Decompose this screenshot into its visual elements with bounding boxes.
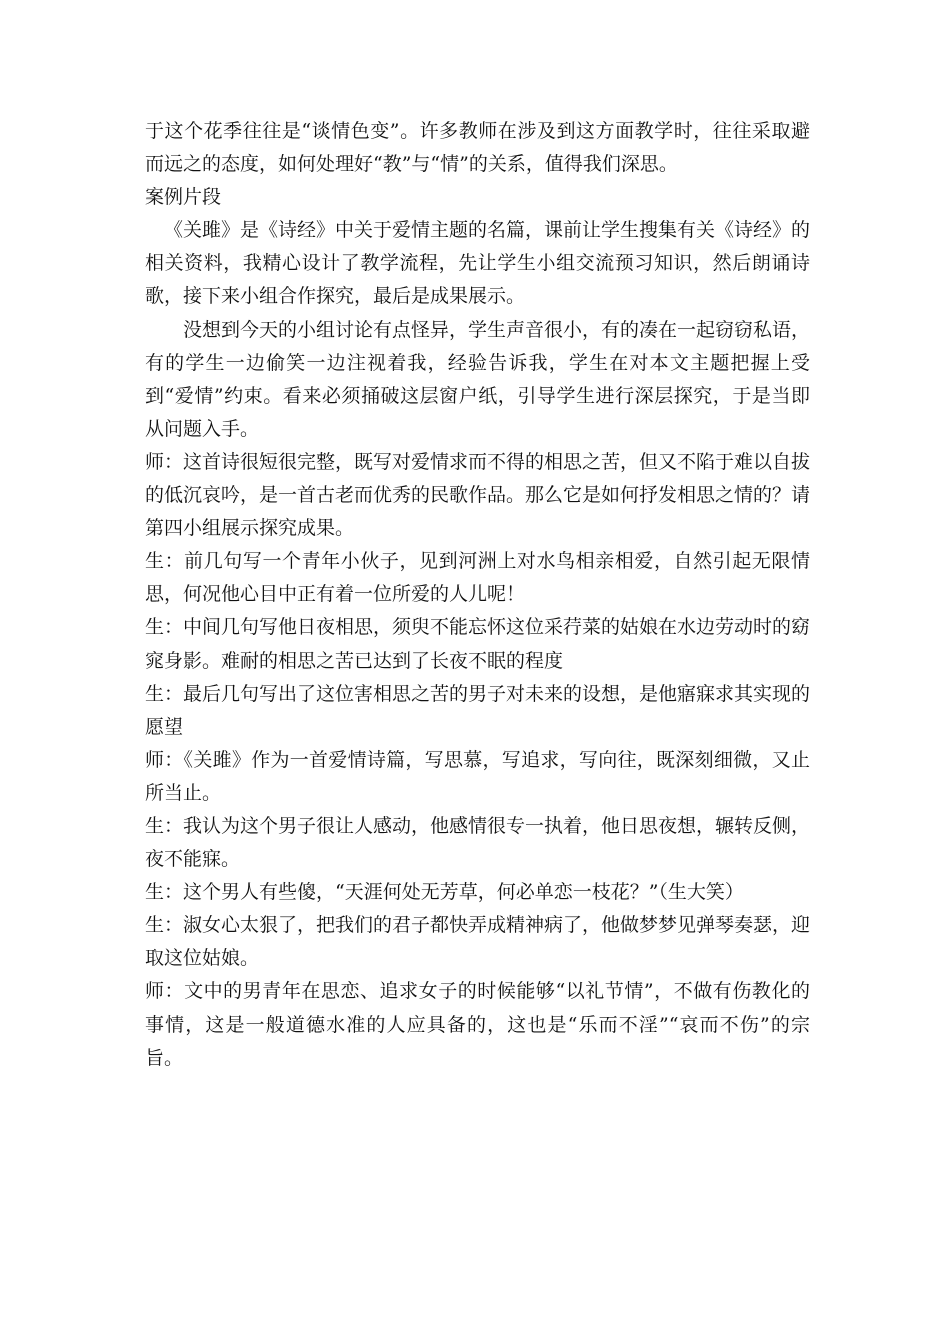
paragraph-case-intro: 《关雎》是《诗经》中关于爱情主题的名篇，课前让学生搜集有关《诗经》的相关资料，我精心设计了教学流程，先让学生小组交流预习知识，然后朗诵诗歌，接下来小组合作探究，最后是成果展示。 bbox=[145, 219, 811, 308]
section-heading-case-fragment: 案例片段 bbox=[145, 186, 222, 209]
dialogue-student-2: 生：中间几句写他日夜相思，须臾不能忘怀这位采荇菜的姑娘在水边劳动时的窈窕身影。难耐的相思之苦已达到了长夜不眠的程度 bbox=[145, 616, 811, 672]
dialogue-teacher-2: 师：《关雎》作为一首爱情诗篇，写思慕，写追求，写向往，既深刻细微，又止所当止。 bbox=[145, 748, 810, 804]
dialogue-student-4: 生：我认为这个男子很让人感动，他感情很专一执着，他日思夜想，辗转反侧，夜不能寐。 bbox=[145, 814, 811, 871]
dialogue-teacher-1: 师：这首诗很短很完整，既写对爱情求而不得的相思之苦，但又不陷于难以自拔的低沉哀吟，是一首古老而优秀的民歌作品。那么它是如何抒发相思之情的？请第四小组展示探究成果。 bbox=[145, 450, 811, 540]
paragraph-discussion: 没想到今天的小组讨论有点怪异，学生声音很小，有的凑在一起窃窃私语，有的学生一边偷笑一边注视着我，经验告诉我，学生在对本文主题把握上受到“爱情”约束。看来必须捅破这层窗户纸，引导学生进行深层探究，于是当即从问题入手。 bbox=[145, 318, 811, 440]
paragraph-continuation: 于这个花季往往是“谈情色变”。许多教师在涉及到这方面教学时，往往采取避而远之的态度，如何处理好“教”与“情”的关系，值得我们深思。 bbox=[145, 120, 810, 176]
dialogue-teacher-3: 师：文中的男青年在思恋、追求女子的时候能够“以礼节情”，不做有伤教化的事情，这是一般道德水准的人应具备的，这也是“乐而不淫”“哀而不伤”的宗旨。 bbox=[145, 980, 810, 1069]
document-body bbox=[145, 115, 810, 1075]
dialogue-student-1: 生：前几句写一个青年小伙子，见到河洲上对水鸟相亲相爱，自然引起无限情思，何况他心目中正有着一位所爱的人儿呢！ bbox=[145, 550, 810, 606]
dialogue-student-6: 生：淑女心太狠了，把我们的君子都快弄成精神病了，他做梦梦见弹琴奏瑟，迎取这位姑娘。 bbox=[145, 914, 811, 970]
dialogue-student-5: 生：这个男人有些傻，“天涯何处无芳草，何必单恋一枝花？”（生大笑） bbox=[145, 881, 744, 904]
dialogue-student-3: 生：最后几句写出了这位害相思之苦的男子对未来的设想，是他寤寐求其实现的愿望 bbox=[145, 682, 811, 738]
